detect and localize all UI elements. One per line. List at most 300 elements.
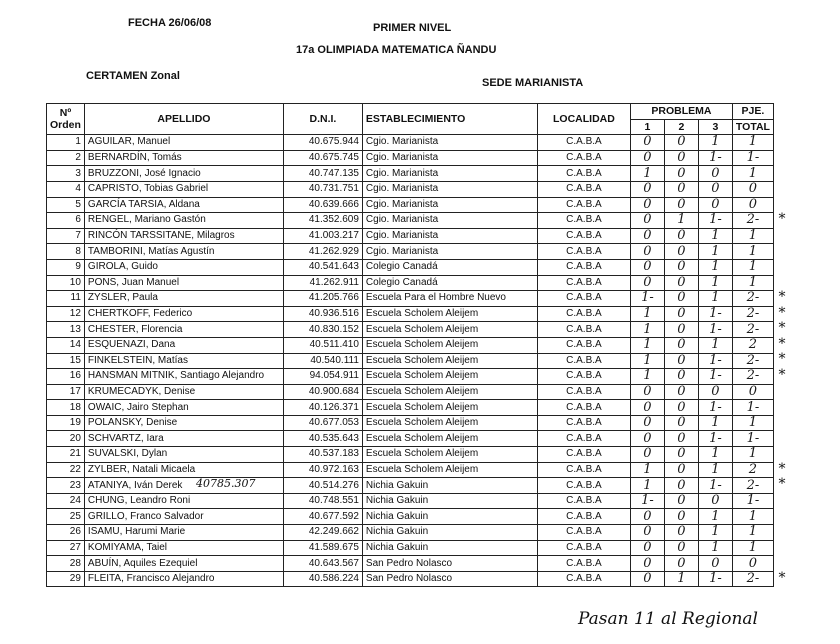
row-apellido: SCHVARTZ, Iara xyxy=(84,431,283,447)
row-establecimiento: Escuela Scholem Aleijem xyxy=(362,431,537,447)
fecha-label: FECHA 26/06/08 xyxy=(128,17,212,29)
footer-note: Pasan 11 al Regional xyxy=(578,609,758,629)
row-number: 6 xyxy=(47,213,85,229)
row-apellido: BERNARDÍN, Tomás xyxy=(84,150,283,166)
row-total: 0 xyxy=(732,556,773,572)
nivel-label: PRIMER NIVEL xyxy=(373,22,452,34)
row-localidad: C.A.B.A xyxy=(537,181,630,197)
certamen-label: CERTAMEN Zonal xyxy=(86,70,180,82)
col-problema: PROBLEMA xyxy=(630,104,732,120)
row-p3: 1 xyxy=(698,447,732,463)
row-apellido: FINKELSTEIN, Matías xyxy=(84,353,283,369)
olimpiada-title: 17a OLIMPIADA MATEMATICA ÑANDU xyxy=(296,44,497,56)
row-apellido: CHESTER, Florencia xyxy=(84,322,283,338)
row-p3: 1- xyxy=(698,353,732,369)
row-number: 9 xyxy=(47,259,85,275)
row-p3: 1 xyxy=(698,462,732,478)
row-dni: 40.540.111 xyxy=(283,353,362,369)
row-p2: 0 xyxy=(664,166,698,182)
row-localidad: C.A.B.A xyxy=(537,525,630,541)
row-total: 2- xyxy=(732,478,773,494)
table-row xyxy=(47,275,774,291)
row-p1: 1 xyxy=(630,478,664,494)
row-localidad: C.A.B.A xyxy=(537,150,630,166)
row-p1: 0 xyxy=(630,244,664,260)
row-localidad: C.A.B.A xyxy=(537,353,630,369)
table-row xyxy=(47,556,774,572)
row-total: 1- xyxy=(732,431,773,447)
row-mark: * xyxy=(778,351,786,368)
row-p3: 1 xyxy=(698,540,732,556)
row-p1: 1 xyxy=(630,462,664,478)
table-row xyxy=(47,181,774,197)
row-number: 18 xyxy=(47,400,85,416)
row-p1: 0 xyxy=(630,540,664,556)
row-p3: 1 xyxy=(698,337,732,353)
row-dni: 40.972.163 xyxy=(283,462,362,478)
row-p3: 0 xyxy=(698,197,732,213)
row-localidad: C.A.B.A xyxy=(537,478,630,494)
row-p3: 1- xyxy=(698,369,732,385)
row-localidad: C.A.B.A xyxy=(537,135,630,151)
row-apellido: CHUNG, Leandro Roni xyxy=(84,493,283,509)
row-establecimiento: Cgio. Marianista xyxy=(362,197,537,213)
row-dni: 94.054.911 xyxy=(283,369,362,385)
row-number: 11 xyxy=(47,291,85,307)
col-total: TOTAL xyxy=(732,119,773,135)
row-dni: 40.677.053 xyxy=(283,415,362,431)
row-localidad: C.A.B.A xyxy=(537,571,630,587)
row-apellido: POLANSKY, Denise xyxy=(84,415,283,431)
row-dni: 40.541.643 xyxy=(283,259,362,275)
row-p2: 0 xyxy=(664,291,698,307)
table-row xyxy=(47,540,774,556)
row-apellido: SUVALSKI, Dylan xyxy=(84,447,283,463)
row-apellido: RINCÓN TARSSITANE, Milagros xyxy=(84,228,283,244)
row-dni: 40.677.592 xyxy=(283,509,362,525)
row-mark: * xyxy=(778,335,786,352)
row-total: 2- xyxy=(732,306,773,322)
row-p2: 0 xyxy=(664,431,698,447)
table-row xyxy=(47,400,774,416)
row-establecimiento: Cgio. Marianista xyxy=(362,181,537,197)
row-p3: 0 xyxy=(698,384,732,400)
row-number: 16 xyxy=(47,369,85,385)
row-p3: 1 xyxy=(698,228,732,244)
row-apellido: BRUZZONI, José Ignacio xyxy=(84,166,283,182)
col-no-label: Nº xyxy=(59,107,72,120)
row-localidad: C.A.B.A xyxy=(537,540,630,556)
row-dni: 40.675.745 xyxy=(283,150,362,166)
row-establecimiento: Cgio. Marianista xyxy=(362,244,537,260)
row-localidad: C.A.B.A xyxy=(537,337,630,353)
row-p1: 0 xyxy=(630,135,664,151)
table-row xyxy=(47,384,774,400)
row-localidad: C.A.B.A xyxy=(537,166,630,182)
col-localidad: LOCALIDAD xyxy=(537,104,630,135)
col-p3: 3 xyxy=(698,119,732,135)
row-total: 1 xyxy=(732,228,773,244)
row-p1: 1- xyxy=(630,291,664,307)
table-row xyxy=(47,166,774,182)
row-p2: 0 xyxy=(664,525,698,541)
table-row xyxy=(47,150,774,166)
row-p1: 0 xyxy=(630,447,664,463)
row-establecimiento: Cgio. Marianista xyxy=(362,135,537,151)
row-establecimiento: Cgio. Marianista xyxy=(362,166,537,182)
row-dni: 40.731.751 xyxy=(283,181,362,197)
row-p2: 0 xyxy=(664,244,698,260)
row-p3: 1- xyxy=(698,150,732,166)
row-p2: 0 xyxy=(664,493,698,509)
row-p3: 1 xyxy=(698,291,732,307)
row-mark: * xyxy=(778,569,786,586)
row-dni: 40.586.224 xyxy=(283,571,362,587)
row-p3: 0 xyxy=(698,556,732,572)
row-p3: 1 xyxy=(698,525,732,541)
row-p1: 0 xyxy=(630,275,664,291)
row-total: 2- xyxy=(732,353,773,369)
row-number: 15 xyxy=(47,353,85,369)
table-row xyxy=(47,462,774,478)
table-row xyxy=(47,337,774,353)
row-establecimiento: Colegio Canadá xyxy=(362,259,537,275)
row-total: 1 xyxy=(732,415,773,431)
row-number: 26 xyxy=(47,525,85,541)
table-row xyxy=(47,493,774,509)
row-establecimiento: Cgio. Marianista xyxy=(362,228,537,244)
row-p2: 0 xyxy=(664,447,698,463)
row-localidad: C.A.B.A xyxy=(537,322,630,338)
row-dni: 40.748.551 xyxy=(283,493,362,509)
row-p3: 1 xyxy=(698,415,732,431)
row-p2: 0 xyxy=(664,181,698,197)
row-apellido: RENGEL, Mariano Gastón xyxy=(84,213,283,229)
row-dni: 40.675.944 xyxy=(283,135,362,151)
row-dni: 41.589.675 xyxy=(283,540,362,556)
row-establecimiento: San Pedro Nolasco xyxy=(362,556,537,572)
row-p1: 1 xyxy=(630,306,664,322)
row-establecimiento: Nichia Gakuin xyxy=(362,509,537,525)
row-total: 1- xyxy=(732,400,773,416)
row-dni: 41.003.217 xyxy=(283,228,362,244)
row-number: 5 xyxy=(47,197,85,213)
row-localidad: C.A.B.A xyxy=(537,259,630,275)
row-establecimiento: Escuela Para el Hombre Nuevo xyxy=(362,291,537,307)
row-establecimiento: Escuela Scholem Aleijem xyxy=(362,369,537,385)
table-row xyxy=(47,369,774,385)
row-p1: 0 xyxy=(630,509,664,525)
row-apellido: ESQUENAZI, Dana xyxy=(84,337,283,353)
row-total: 2 xyxy=(732,462,773,478)
table-row xyxy=(47,306,774,322)
row-p3: 1- xyxy=(698,400,732,416)
row-apellido: TAMBORINI, Matías Agustín xyxy=(84,244,283,260)
row-dni: 40.747.135 xyxy=(283,166,362,182)
row-p2: 0 xyxy=(664,400,698,416)
row-p2: 0 xyxy=(664,478,698,494)
row-total: 1 xyxy=(732,275,773,291)
row-mark: * xyxy=(778,476,786,493)
row-establecimiento: Nichia Gakuin xyxy=(362,478,537,494)
row-apellido: PONS, Juan Manuel xyxy=(84,275,283,291)
col-establecimiento: ESTABLECIMIENTO xyxy=(362,104,537,135)
row-number: 8 xyxy=(47,244,85,260)
row-localidad: C.A.B.A xyxy=(537,275,630,291)
row-p2: 0 xyxy=(664,337,698,353)
row-total: 2- xyxy=(732,291,773,307)
row-number: 25 xyxy=(47,509,85,525)
row-p1: 0 xyxy=(630,181,664,197)
row-apellido: CAPRISTO, Tobias Gabriel xyxy=(84,181,283,197)
row-number: 7 xyxy=(47,228,85,244)
row-dni: 40.535.643 xyxy=(283,431,362,447)
row-p2: 0 xyxy=(664,509,698,525)
row-p2: 0 xyxy=(664,275,698,291)
row-number: 27 xyxy=(47,540,85,556)
row-number: 29 xyxy=(47,571,85,587)
table-row xyxy=(47,213,774,229)
table-row xyxy=(47,415,774,431)
row-p1: 0 xyxy=(630,150,664,166)
row-total: 1- xyxy=(732,150,773,166)
row-dni: 41.205.766 xyxy=(283,291,362,307)
results-table xyxy=(46,103,774,587)
row-apellido: ABUÍN, Aquiles Ezequiel xyxy=(84,556,283,572)
row-localidad: C.A.B.A xyxy=(537,509,630,525)
row-localidad: C.A.B.A xyxy=(537,556,630,572)
row-localidad: C.A.B.A xyxy=(537,306,630,322)
row-p3: 1- xyxy=(698,478,732,494)
row-p3: 0 xyxy=(698,166,732,182)
table-row xyxy=(47,259,774,275)
table-row xyxy=(47,291,774,307)
row-mark: * xyxy=(778,367,786,383)
row-p1: 0 xyxy=(630,571,664,587)
row-p2: 0 xyxy=(664,462,698,478)
row-total: 2- xyxy=(732,213,773,229)
row-apellido: FLEITA, Francisco Alejandro xyxy=(84,571,283,587)
row-establecimiento: Cgio. Marianista xyxy=(362,150,537,166)
row-total: 1 xyxy=(732,166,773,182)
row-establecimiento: Escuela Scholem Aleijem xyxy=(362,306,537,322)
row-p1: 0 xyxy=(630,259,664,275)
row-dni: 40.643.567 xyxy=(283,556,362,572)
handwritten-dni-note: 40785.307 xyxy=(196,477,256,490)
row-dni: 40.639.666 xyxy=(283,197,362,213)
row-localidad: C.A.B.A xyxy=(537,493,630,509)
row-number: 3 xyxy=(47,166,85,182)
row-establecimiento: Nichia Gakuin xyxy=(362,525,537,541)
table-row xyxy=(47,431,774,447)
row-p1: 0 xyxy=(630,525,664,541)
row-p2: 0 xyxy=(664,415,698,431)
row-establecimiento: Escuela Scholem Aleijem xyxy=(362,322,537,338)
row-localidad: C.A.B.A xyxy=(537,213,630,229)
row-establecimiento: Escuela Scholem Aleijem xyxy=(362,462,537,478)
row-p3: 1- xyxy=(698,571,732,587)
row-number: 28 xyxy=(47,556,85,572)
row-establecimiento: Nichia Gakuin xyxy=(362,540,537,556)
row-dni: 41.262.929 xyxy=(283,244,362,260)
row-localidad: C.A.B.A xyxy=(537,197,630,213)
row-p2: 1 xyxy=(664,571,698,587)
table-row xyxy=(47,509,774,525)
row-p2: 0 xyxy=(664,135,698,151)
table-row xyxy=(47,322,774,338)
row-apellido: ZYLBER, Natali Micaela xyxy=(84,462,283,478)
row-total: 0 xyxy=(732,384,773,400)
table-row xyxy=(47,447,774,463)
row-dni: 40.900.684 xyxy=(283,384,362,400)
row-total: 1- xyxy=(732,493,773,509)
table-row xyxy=(47,135,774,151)
row-establecimiento: Cgio. Marianista xyxy=(362,213,537,229)
row-mark: * xyxy=(778,460,786,477)
row-p3: 1- xyxy=(698,306,732,322)
row-apellido: CHERTKOFF, Federico xyxy=(84,306,283,322)
table-row xyxy=(47,197,774,213)
row-p1: 1 xyxy=(630,369,664,385)
row-number: 22 xyxy=(47,462,85,478)
row-number: 17 xyxy=(47,384,85,400)
row-number: 23 xyxy=(47,478,85,494)
row-number: 14 xyxy=(47,337,85,353)
row-p2: 0 xyxy=(664,228,698,244)
row-p1: 0 xyxy=(630,213,664,229)
row-localidad: C.A.B.A xyxy=(537,447,630,463)
row-total: 1 xyxy=(732,135,773,151)
row-number: 13 xyxy=(47,322,85,338)
row-p2: 0 xyxy=(664,353,698,369)
row-total: 1 xyxy=(732,244,773,260)
col-orden xyxy=(47,104,85,135)
row-apellido: OWAIC, Jairo Stephan xyxy=(84,400,283,416)
row-localidad: C.A.B.A xyxy=(537,244,630,260)
row-localidad: C.A.B.A xyxy=(537,462,630,478)
row-localidad: C.A.B.A xyxy=(537,415,630,431)
row-p1: 0 xyxy=(630,400,664,416)
row-p3: 1- xyxy=(698,431,732,447)
row-localidad: C.A.B.A xyxy=(537,291,630,307)
table-row xyxy=(47,353,774,369)
table-row xyxy=(47,525,774,541)
row-localidad: C.A.B.A xyxy=(537,228,630,244)
row-p1: 0 xyxy=(630,556,664,572)
row-dni: 40.514.276 xyxy=(283,478,362,494)
row-total: 0 xyxy=(732,197,773,213)
col-dni: D.N.I. xyxy=(283,104,362,135)
row-apellido: GRILLO, Franco Salvador xyxy=(84,509,283,525)
col-apellido: APELLIDO xyxy=(84,104,283,135)
row-total: 1 xyxy=(732,447,773,463)
row-dni: 40.830.152 xyxy=(283,322,362,338)
row-total: 1 xyxy=(732,259,773,275)
row-apellido: KOMIYAMA, Taiel xyxy=(84,540,283,556)
table-row xyxy=(47,244,774,260)
row-p3: 0 xyxy=(698,493,732,509)
row-total: 0 xyxy=(732,181,773,197)
row-total: 1 xyxy=(732,525,773,541)
row-establecimiento: Escuela Scholem Aleijem xyxy=(362,447,537,463)
row-p1: 0 xyxy=(630,415,664,431)
row-establecimiento: Escuela Scholem Aleijem xyxy=(362,400,537,416)
row-p2: 0 xyxy=(664,259,698,275)
row-dni: 40.537.183 xyxy=(283,447,362,463)
row-p1: 1 xyxy=(630,166,664,182)
row-total: 2- xyxy=(732,369,773,385)
row-total: 2- xyxy=(732,322,773,338)
row-number: 1 xyxy=(47,135,85,151)
row-apellido: AGUILAR, Manuel xyxy=(84,135,283,151)
row-apellido: KRUMECADYK, Denise xyxy=(84,384,283,400)
row-number: 24 xyxy=(47,493,85,509)
row-p3: 1 xyxy=(698,244,732,260)
row-p1: 1 xyxy=(630,353,664,369)
row-apellido: GARCÍA TARSIA, Aldana xyxy=(84,197,283,213)
row-dni: 42.249.662 xyxy=(283,525,362,541)
row-total: 1 xyxy=(732,540,773,556)
row-apellido: HANSMAN MITNIK, Santiago Alejandro xyxy=(84,369,283,385)
row-p3: 1 xyxy=(698,259,732,275)
row-localidad: C.A.B.A xyxy=(537,369,630,385)
row-dni: 40.936.516 xyxy=(283,306,362,322)
row-apellido: ATANIYA, Iván Derek xyxy=(84,478,283,494)
row-p2: 1 xyxy=(664,213,698,229)
row-p2: 0 xyxy=(664,306,698,322)
row-establecimiento: Escuela Scholem Aleijem xyxy=(362,353,537,369)
col-orden-label: Orden xyxy=(50,119,81,132)
row-p1: 1- xyxy=(630,493,664,509)
row-p3: 1- xyxy=(698,213,732,229)
row-apellido: ZYSLER, Paula xyxy=(84,291,283,307)
row-p2: 0 xyxy=(664,384,698,400)
row-p3: 1- xyxy=(698,322,732,338)
row-number: 10 xyxy=(47,275,85,291)
row-mark: * xyxy=(778,320,786,337)
row-localidad: C.A.B.A xyxy=(537,400,630,416)
row-dni: 41.352.609 xyxy=(283,213,362,229)
row-p2: 0 xyxy=(664,540,698,556)
row-establecimiento: Nichia Gakuin xyxy=(362,493,537,509)
row-p2: 0 xyxy=(664,197,698,213)
row-establecimiento: Escuela Scholem Aleijem xyxy=(362,337,537,353)
row-p3: 1 xyxy=(698,275,732,291)
row-p3: 1 xyxy=(698,135,732,151)
row-dni: 40.126.371 xyxy=(283,400,362,416)
row-establecimiento: San Pedro Nolasco xyxy=(362,571,537,587)
row-p3: 1 xyxy=(698,509,732,525)
row-number: 2 xyxy=(47,150,85,166)
col-pje: PJE. xyxy=(732,104,773,120)
row-number: 20 xyxy=(47,431,85,447)
row-localidad: C.A.B.A xyxy=(537,431,630,447)
row-localidad: C.A.B.A xyxy=(537,384,630,400)
row-number: 12 xyxy=(47,306,85,322)
row-p1: 0 xyxy=(630,228,664,244)
row-mark: * xyxy=(778,304,786,321)
row-p1: 1 xyxy=(630,322,664,338)
row-dni: 41.262.911 xyxy=(283,275,362,291)
row-apellido: GIROLA, Guido xyxy=(84,259,283,275)
table-row xyxy=(47,571,774,587)
row-mark: * xyxy=(778,289,786,305)
row-p1: 0 xyxy=(630,197,664,213)
row-number: 19 xyxy=(47,415,85,431)
row-p2: 0 xyxy=(664,369,698,385)
table-row xyxy=(47,228,774,244)
row-p2: 0 xyxy=(664,556,698,572)
